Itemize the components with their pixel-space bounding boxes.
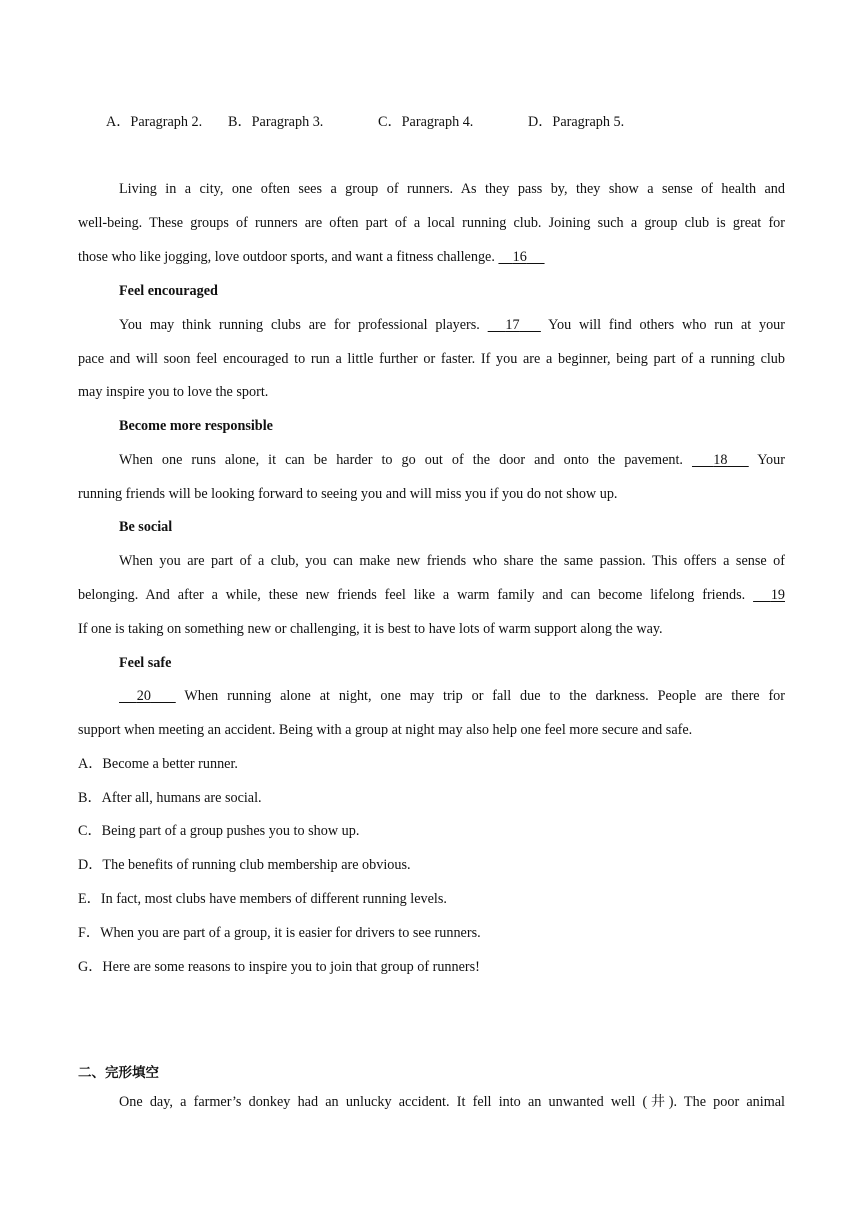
- para3-line-2-a: belonging. And after a while, these new friends feel like a warm family and can become lifelong friends.: [78, 587, 746, 603]
- para4-line-2: support when meeting an accident. Being with a group at night may also help one feel more secure and safe.: [78, 722, 693, 738]
- blank-17-number: 17: [505, 317, 520, 333]
- prev-option-b: B．Paragraph 3.: [228, 114, 324, 130]
- prev-option-a: A．Paragraph 2.: [106, 114, 203, 130]
- intro-line-2: well-being. These groups of runners are often part of a local running club. Joining such a group club is great for: [78, 215, 785, 231]
- para4-line-1-b: When running alone at night, one may trip or fall due to the darkness. People are there for: [184, 688, 785, 704]
- option-f: F．When you are part of a group, it is easier for drivers to see runners.: [78, 925, 481, 941]
- option-g: G．Here are some reasons to inspire you to join that group of runners!: [78, 959, 480, 975]
- blank-20-number: 20: [136, 688, 151, 704]
- section-2-title: 二、完形填空: [78, 1065, 159, 1081]
- blank-19[interactable]: [753, 585, 785, 605]
- blank-20[interactable]: [119, 686, 176, 706]
- blank-19-number: 19: [770, 587, 785, 603]
- para1-line-1: [78, 315, 785, 335]
- intro-line-3: [78, 247, 785, 267]
- option-a: A．Become a better runner.: [78, 756, 238, 772]
- para2-line-1-a: When one runs alone, it can be harder to go out of the door and onto the pavement.: [119, 452, 683, 468]
- option-b: B．After all, humans are social.: [78, 790, 262, 806]
- para2-line-1: [78, 450, 785, 470]
- option-d: D．The benefits of running club membership are obvious.: [78, 857, 411, 873]
- option-e: E．In fact, most clubs have members of different running levels.: [78, 891, 447, 907]
- heading-feel-safe: Feel safe: [119, 655, 172, 671]
- para3-line-1: When you are part of a club, you can make new friends who share the same passion. This offers a sense of: [119, 553, 785, 569]
- intro-line-3-text: those who like jogging, love outdoor sports, and want a fitness challenge.: [78, 249, 495, 265]
- blank-18[interactable]: [692, 450, 749, 470]
- para3-line-2: [78, 585, 785, 605]
- para2-line-2: running friends will be looking forward to seeing you and will miss you if you do not show up.: [78, 486, 618, 502]
- para4-line-1: [78, 686, 785, 706]
- prev-option-d: D．Paragraph 5.: [528, 114, 625, 130]
- blank-16-number: 16: [512, 249, 527, 265]
- heading-be-social: Be social: [119, 519, 173, 535]
- prev-option-c: C．Paragraph 4.: [378, 114, 474, 130]
- section-2-line-1: One day, a farmer’s donkey had an unlucky accident. It fell into an unwanted well (井). The poor animal: [119, 1094, 785, 1110]
- blank-16[interactable]: [498, 247, 544, 267]
- para2-line-1-b: Your: [757, 452, 785, 468]
- blank-18-number: 18: [713, 452, 728, 468]
- option-c: C．Being part of a group pushes you to show up.: [78, 823, 360, 839]
- para3-line-3: If one is taking on something new or challenging, it is best to have lots of warm support along the way.: [78, 621, 663, 637]
- heading-feel-encouraged: Feel encouraged: [119, 283, 218, 299]
- heading-become-more-responsible: Become more responsible: [119, 418, 273, 434]
- intro-line-1: Living in a city, one often sees a group of runners. As they pass by, they show a sense of health and: [119, 181, 785, 197]
- blank-17[interactable]: [488, 315, 541, 335]
- para1-line-1-b: You will find others who run at your: [548, 317, 785, 333]
- para1-line-2: pace and will soon feel encouraged to run a little further or faster. If you are a beginner, being part of a running club: [78, 351, 785, 367]
- para1-line-1-a: You may think running clubs are for professional players.: [119, 317, 480, 333]
- para1-line-3: may inspire you to love the sport.: [78, 384, 269, 400]
